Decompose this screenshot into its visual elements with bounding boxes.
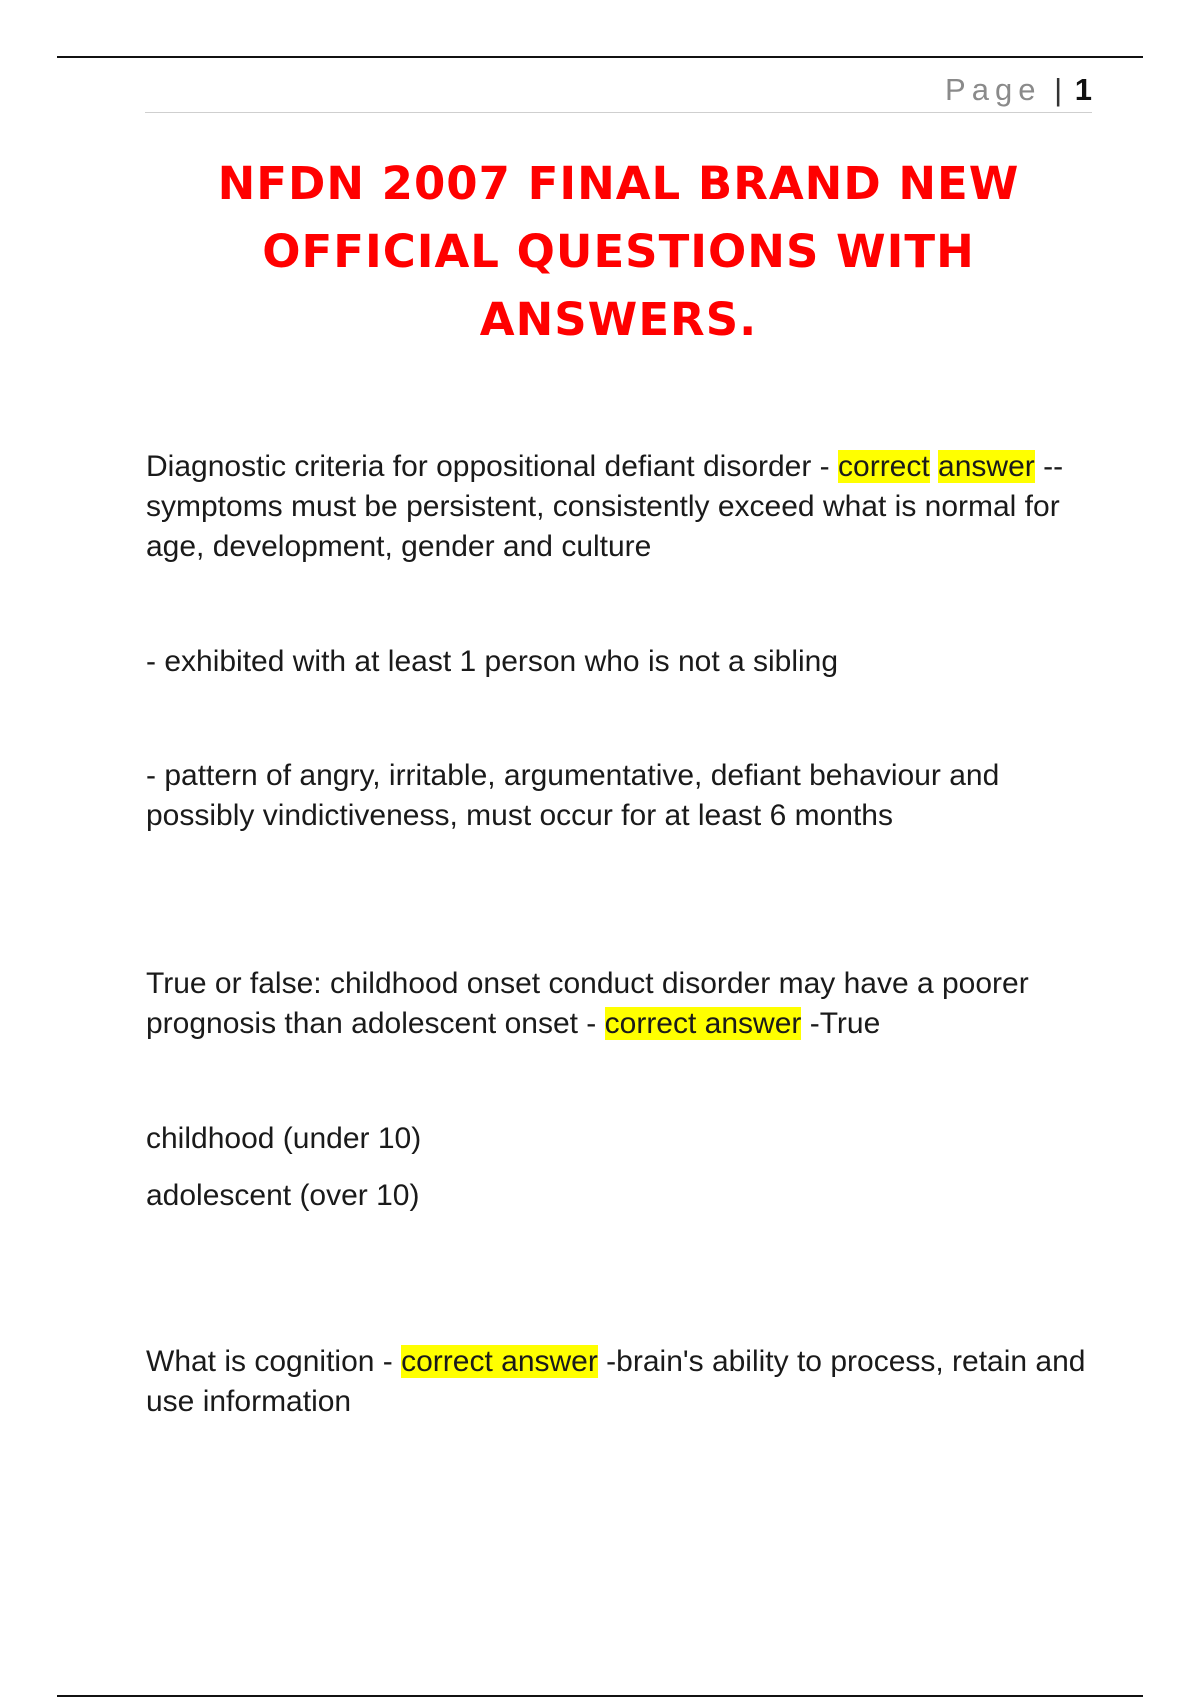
page-label: Page [945, 72, 1042, 107]
question-1-point-1: - exhibited with at least 1 person who is not a sibling [146, 645, 839, 678]
question-1-answer: -- symptoms must be persistent, consistently exceed what is normal for age, development, gender and culture [146, 450, 1064, 563]
correct-answer-highlight: answer [938, 450, 1035, 483]
top-rule [57, 56, 1143, 58]
page-number: 1 [1074, 72, 1092, 107]
question-3-text: What is cognition - [146, 1345, 402, 1378]
page-separator: | [1054, 72, 1063, 107]
page-header [145, 68, 1092, 113]
question-2 [146, 964, 1106, 1044]
document-title [145, 150, 1092, 354]
question-1-text: Diagnostic criteria for oppositional defiant disorder - [146, 450, 839, 483]
question-2-note-2: adolescent (over 10) [146, 1179, 420, 1212]
question-3-answer: -brain's ability to process, retain and use information [146, 1345, 1086, 1418]
correct-answer-highlight: correct answer [604, 1007, 802, 1040]
title-line-3: ANSWERS. [479, 293, 758, 346]
question-2-answer: -True [801, 1007, 881, 1040]
question-1 [146, 447, 1106, 567]
question-2-note-1: childhood (under 10) [146, 1122, 422, 1155]
correct-answer-highlight: correct [838, 450, 930, 483]
correct-answer-highlight: correct answer [401, 1345, 598, 1378]
question-1-point-2: - pattern of angry, irritable, argumentative, defiant behaviour and possibly vindictiveness, must occur for at least 6 months [146, 759, 1000, 832]
question-2-text: True or false: childhood onset conduct disorder may have a poorer prognosis than adolescent onset - [146, 967, 1029, 1040]
title-line-1: NFDN 2007 FINAL BRAND NEW [217, 157, 1020, 210]
bottom-rule [57, 1695, 1143, 1697]
question-3 [146, 1342, 1106, 1422]
title-line-2: OFFICIAL QUESTIONS WITH [262, 225, 975, 278]
